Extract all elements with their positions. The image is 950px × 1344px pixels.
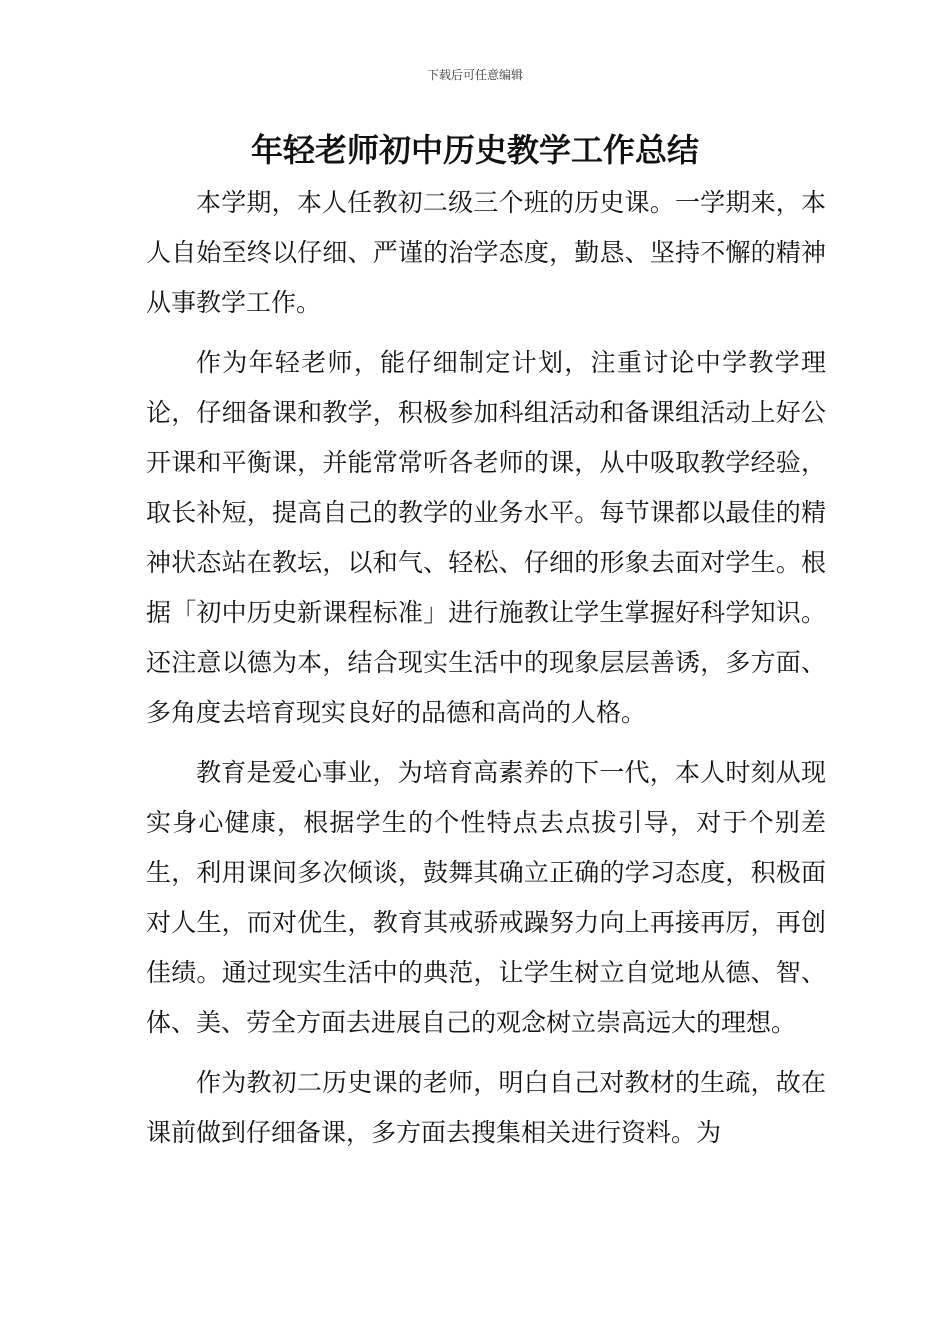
paragraph-1: 本学期，本人任教初二级三个班的历史课。一学期来，本人自始至终以仔细、严谨的治学态度，勤恳、坚持不懈的精神从事教学工作。 xyxy=(146,188,826,317)
document-body xyxy=(146,178,826,1168)
header-note: 下载后可任意编辑 xyxy=(426,68,523,82)
document-title: 年轻老师初中历史教学工作总结 xyxy=(250,131,699,169)
paragraph-3: 教育是爱心事业，为培育高素养的下一代，本人时刻从现实身心健康，根据学生的个性特点去点拔引导，对于个别差生，利用课间多次倾谈，鼓舞其确立正确的学习态度，积极面对人生，而对优生，教育其戒骄戒躁努力向上再接再厉，再创佳绩。通过现实生活中的典范，让学生树立自觉地从德、智、体、美、劳全方面去进展自己的观念树立崇高远大的理想。 xyxy=(146,758,826,1037)
paragraph-4: 作为教初二历史课的老师，明白自己对教材的生疏，故在课前做到仔细备课，多方面去搜集相关进行资料。为 xyxy=(146,1068,826,1147)
paragraph-2: 作为年轻老师，能仔细制定计划，注重讨论中学教学理论，仔细备课和教学，积极参加科组活动和备课组活动上好公开课和平衡课，并能常常听各老师的课，从中吸取教学经验，取长补短，提高自己的教学的业务水平。每节课都以最佳的精神状态站在教坛，以和气、轻松、仔细的形象去面对学生。根据「初中历史新课程标准」进行施教让学生掌握好科学知识。还注意以德为本，结合现实生活中的现象层层善诱，多方面、多角度去培育现实良好的品德和高尚的人格。 xyxy=(146,348,826,727)
